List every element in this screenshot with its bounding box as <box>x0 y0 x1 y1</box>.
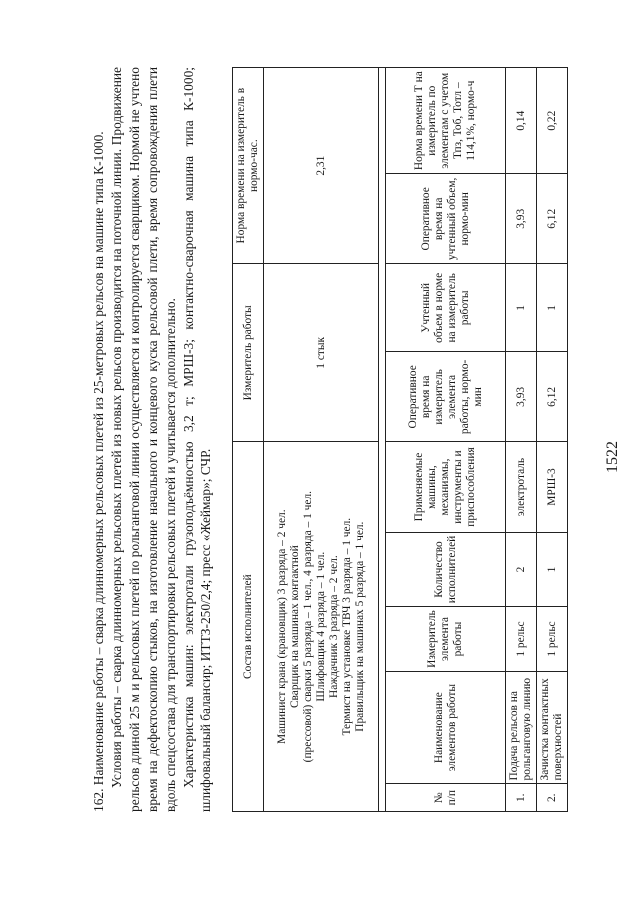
row-op-time-volume: 6,12 <box>537 174 568 264</box>
staff-cell <box>264 442 379 812</box>
row-num: 1. <box>506 784 537 812</box>
row-norm-t: 0,14 <box>506 68 537 174</box>
staff-line: Наждачник 3 разряда – 2 чел. <box>327 555 340 699</box>
staff-line: Правильщик на машинах 5 разряда – 1 чел. <box>353 521 366 732</box>
paragraph-machines: Характеристика машин: электротали грузоподъёмностью 3,2 т; МРШ-3; контактно-сварочная машина типа К-1000; шлифовальный балансир; ИТТЗ-250/2,4; пресс «Жеймар»; СЧР. <box>180 67 214 812</box>
col-op-time-volume: Оперативное время на учтенный объем, нормо-мин <box>386 174 506 264</box>
row-op-time: 6,12 <box>537 352 568 442</box>
staff-line: Термист на установке ТВЧ 3 разряда – 1 чел. <box>340 517 353 736</box>
norm-value: 2,31 <box>264 68 379 264</box>
body-text <box>90 67 215 812</box>
row-workers: 2 <box>506 532 537 607</box>
table-row <box>506 68 537 812</box>
col-op-time: Оперативное время на измеритель элемента работы, нормо-мин <box>386 352 506 442</box>
col-element-name: Наименование элементов работы <box>386 671 506 784</box>
row-volume: 1 <box>537 264 568 352</box>
row-unit: 1 рельс <box>537 607 568 672</box>
table-row <box>537 68 568 812</box>
row-machine: МРШ-3 <box>537 442 568 532</box>
page-number: 1522 <box>604 441 621 473</box>
row-unit: 1 рельс <box>506 607 537 672</box>
header-staff: Состав исполнителей <box>233 442 264 812</box>
staff-line: (прессовой) сварки 5 разряда – 1 чел., 4 разряда – 1 чел. <box>301 491 314 763</box>
row-norm-t: 0,22 <box>537 68 568 174</box>
staff-line: Шлифовщик 4 разряда – 1 чел. <box>314 551 327 702</box>
paragraph-title: 162. Наименование работы – сварка длинномерных рельсовых плетей из 25-метровых рельсов на машине типа К-1000. <box>91 131 106 812</box>
paragraph-conditions: Условия работы – сварка длинномерных рельсовых плетей из новых рельсов производится на поточной линии. Продвижение рельсов длиной 25 м и рельсовых плетей по рольганговой линии осуществляется и контролируется сварщиком. Нормой не учтено время на дефектоскопию стыков, на изготовление начального и концевого куска рельсовой плети, время сопровождения плети вдоль спецсостава для транспортировки рельсовых плетей и учитывается дополнительно. <box>108 67 178 812</box>
row-machine: электроталь <box>506 442 537 532</box>
col-num: № п/п <box>386 784 506 812</box>
col-volume: Учтенный объем в норме на измеритель работы <box>386 264 506 352</box>
unit-value: 1 стык <box>264 264 379 442</box>
row-workers: 1 <box>537 532 568 607</box>
col-machines: Применяемые машины, механизмы, инструменты и приспособления <box>386 442 506 532</box>
header-norm: Норма времени на измеритель в нормо-час. <box>233 68 264 264</box>
col-workers: Количество исполнителей <box>386 532 506 607</box>
staff-line: Машинист крана (крановщик) 3 разряда – 2 чел. <box>275 509 288 744</box>
header-unit: Измеритель работы <box>233 264 264 442</box>
row-num: 2. <box>537 784 568 812</box>
row-op-time: 3,93 <box>506 352 537 442</box>
row-name: Зачистка контактных поверхностей <box>537 671 568 784</box>
col-norm-t: Норма времени Т на измеритель по элементам с учетом Тпз, Тоб, Тотл – 114,1%, нормо-ч <box>386 68 506 174</box>
staff-line: Сварщик на машинах контактной <box>288 545 301 709</box>
row-op-time-volume: 3,93 <box>506 174 537 264</box>
row-volume: 1 <box>506 264 537 352</box>
row-name: Подача рельсов на рольганговую линию <box>506 671 537 784</box>
col-element-unit: Измеритель элемента работы <box>386 607 506 672</box>
norm-table <box>232 67 568 812</box>
table-gap <box>379 68 386 812</box>
